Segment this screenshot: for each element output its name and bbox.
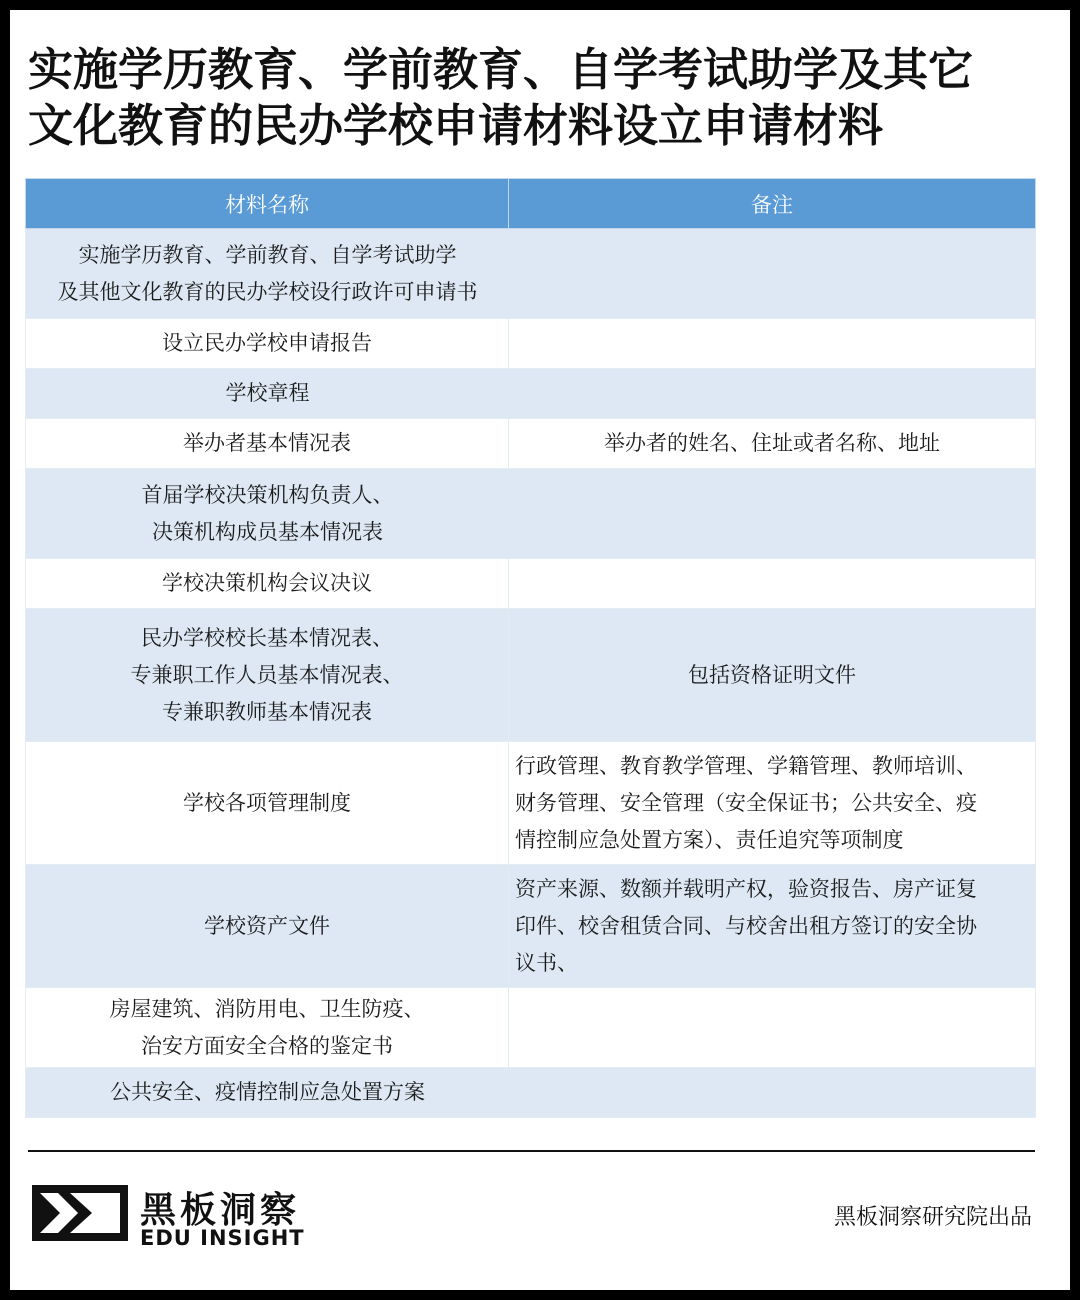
material-name-line: 决策机构成员基本情况表 — [152, 519, 383, 544]
material-name-cell — [26, 369, 1036, 419]
material-name-line: 学校章程 — [225, 381, 310, 405]
note-line: 包括资格证明文件 — [688, 662, 856, 687]
materials-table — [25, 178, 1036, 1118]
note-line: 资产来源、数额并载明产权，验资报告、房产证复 — [515, 876, 977, 901]
header-material-name: 材料名称 — [26, 179, 509, 229]
material-name-line: 举办者基本情况表 — [183, 431, 351, 455]
material-name-line: 专兼职教师基本情况表 — [162, 699, 372, 724]
table-row — [26, 609, 1036, 742]
material-name-line: 专兼职工作人员基本情况表、 — [130, 662, 404, 687]
note-line: 印件、校舍租赁合同、与校舍出租方签订的安全协 — [515, 913, 977, 938]
materials-table-wrap — [25, 178, 1035, 1118]
title-line-1: 实施学历教育、学前教育、自学考试助学及其它 — [28, 43, 974, 96]
table-header-row — [26, 179, 1036, 229]
note-cell — [509, 865, 1036, 988]
material-name-cell — [26, 319, 509, 369]
material-name-cell — [26, 1068, 1036, 1118]
note-cell — [509, 559, 1036, 609]
material-name-line: 设立民办学校申请报告 — [162, 331, 372, 355]
material-name-cell — [26, 229, 1036, 319]
material-name-line: 治安方面安全合格的鉴定书 — [141, 1033, 393, 1058]
material-name-line: 及其他文化教育的民办学校设行政许可申请书 — [57, 279, 478, 304]
note-cell — [509, 988, 1036, 1068]
note-line: 议书、 — [515, 950, 578, 975]
note-line: 行政管理、教育教学管理、学籍管理、教师培训、 — [515, 753, 977, 778]
material-name-cell — [26, 559, 509, 609]
material-name-line: 房屋建筑、消防用电、卫生防疫、 — [109, 996, 425, 1021]
material-name-line: 学校决策机构会议决议 — [162, 571, 372, 595]
table-row — [26, 319, 1036, 369]
note-line: 财务管理、安全管理（安全保证书；公共安全、疫 — [515, 790, 977, 815]
footer-credit: 黑板洞察研究院出品 — [833, 1205, 1032, 1230]
table-row — [26, 369, 1036, 419]
table-row — [26, 469, 1036, 559]
material-name-line: 实施学历教育、学前教育、自学考试助学 — [78, 242, 457, 267]
page-title — [28, 42, 1038, 154]
footer-divider — [28, 1150, 1035, 1152]
material-name-line: 首届学校决策机构负责人、 — [141, 482, 394, 507]
note-cell — [509, 609, 1036, 742]
material-name-line: 学校资产文件 — [204, 913, 330, 938]
material-name-cell — [26, 742, 509, 865]
note-line: 举办者的姓名、住址或者名称、地址 — [604, 431, 940, 455]
note-cell — [509, 742, 1036, 865]
note-cell — [509, 319, 1036, 369]
brand-name-cn: 黑板洞察 — [140, 1190, 301, 1231]
table-row — [26, 559, 1036, 609]
table-row — [26, 1068, 1036, 1118]
table-row — [26, 229, 1036, 319]
table-row — [26, 742, 1036, 865]
material-name-cell — [26, 988, 509, 1068]
table-row — [26, 419, 1036, 469]
material-name-cell — [26, 419, 509, 469]
material-name-line: 学校各项管理制度 — [183, 790, 351, 815]
material-name-cell — [26, 469, 1036, 559]
note-cell — [509, 419, 1036, 469]
material-name-cell — [26, 865, 509, 988]
material-name-line: 民办学校校长基本情况表、 — [141, 625, 393, 650]
table-row — [26, 988, 1036, 1068]
edu-insight-logo-icon — [30, 1183, 130, 1243]
material-name-line: 公共安全、疫情控制应急处置方案 — [110, 1080, 425, 1104]
brand-name-en: EDU INSIGHT — [140, 1226, 305, 1250]
material-name-cell — [26, 609, 509, 742]
table-row — [26, 865, 1036, 988]
note-line: 情控制应急处置方案）、责任追究等项制度 — [515, 827, 904, 852]
header-note: 备注 — [509, 179, 1036, 229]
title-line-2: 文化教育的民办学校申请材料设立申请材料 — [28, 99, 884, 152]
